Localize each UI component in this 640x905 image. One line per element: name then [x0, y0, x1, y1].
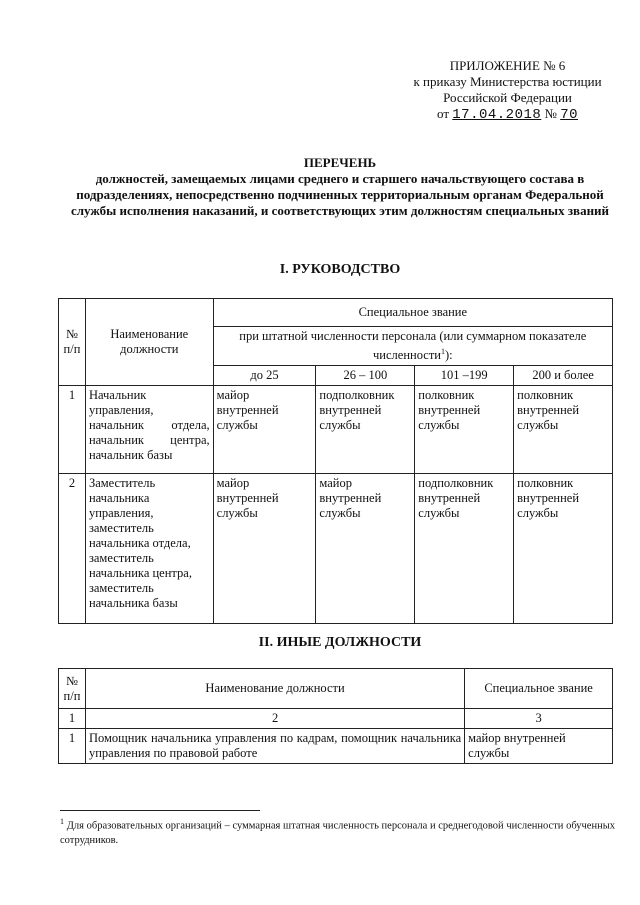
- document-heading: ПЕРЕЧЕНЬ: [303, 155, 377, 170]
- document-title: [60, 155, 620, 219]
- row-num: 2: [59, 474, 86, 624]
- number-prefix: №: [544, 106, 557, 121]
- appendix-ministry: Российской Федерации: [443, 90, 572, 105]
- row-rank: подполковник внутренней службы: [316, 386, 415, 474]
- order-date: 17.04.2018: [452, 107, 542, 123]
- section-1-title: I. РУКОВОДСТВО: [279, 262, 401, 277]
- footnote-ref: 1: [440, 347, 445, 356]
- row-position: Помощник начальника управления по кадрам, помощник начальника управления по правовой работе: [85, 729, 464, 764]
- index-cell: 2: [85, 709, 464, 729]
- leadership-table: [58, 298, 613, 624]
- range-header: 200 и более: [514, 366, 613, 386]
- footnote-separator: [60, 810, 260, 811]
- row-rank: майор внутренней службы: [213, 386, 316, 474]
- footnote-text: Для образовательных организаций – суммарная штатная численность персонала и среднегодовой численности обученных сотрудников.: [60, 820, 616, 846]
- range-header: 26 – 100: [316, 366, 415, 386]
- header-rank: Специальное звание: [465, 669, 613, 709]
- header-staff-count: при штатной численности персонала (или суммарном показателе численности$^1$):: [213, 327, 612, 366]
- appendix-number: ПРИЛОЖЕНИЕ № 6: [449, 58, 566, 73]
- table-row: [59, 729, 613, 764]
- table-row: [59, 474, 613, 624]
- table-row: [59, 386, 613, 474]
- row-num: 1: [59, 729, 86, 764]
- header-num: № п/п: [59, 669, 86, 709]
- other-positions-table: [58, 668, 613, 764]
- footnote: [60, 815, 615, 848]
- range-header: до 25: [213, 366, 316, 386]
- date-prefix: от: [437, 106, 450, 121]
- header-position: Наименование должности: [85, 299, 213, 386]
- range-header: 101 –199: [415, 366, 514, 386]
- row-rank: полковник внутренней службы: [514, 474, 613, 624]
- header-num: № п/п: [59, 299, 86, 386]
- row-rank: майор внутренней службы: [465, 729, 613, 764]
- document-subtitle: должностей, замещаемых лицами среднего и старшего начальствующего состава в подразделениях, непосредственно подчиненных территориальным органам Федеральной службы исполнения наказаний, и соответствующих этим должностям специальных званий: [70, 171, 610, 218]
- row-rank: подполковник внутренней службы: [415, 474, 514, 624]
- row-rank: полковник внутренней службы: [514, 386, 613, 474]
- header-position: Наименование должности: [85, 669, 464, 709]
- appendix-block: [400, 58, 615, 123]
- index-cell: 1: [59, 709, 86, 729]
- section-2-title: II. ИНЫЕ ДОЛЖНОСТИ: [258, 635, 422, 650]
- order-number: 70: [560, 107, 578, 123]
- row-rank: полковник внутренней службы: [415, 386, 514, 474]
- row-position: Заместитель начальника управления, заместитель начальника отдела, заместитель начальника центра, заместитель начальника базы: [85, 474, 213, 624]
- appendix-order-ref: к приказу Министерства юстиции: [413, 74, 602, 89]
- footnote-mark: 1: [60, 817, 64, 826]
- row-rank: майор внутренней службы: [316, 474, 415, 624]
- row-num: 1: [59, 386, 86, 474]
- row-rank: майор внутренней службы: [213, 474, 316, 624]
- row-position: Начальник управления, начальник отдела, начальник центра, начальник базы: [85, 386, 213, 474]
- index-cell: 3: [465, 709, 613, 729]
- appendix-date-line: [400, 106, 615, 123]
- header-rank: Специальное звание: [213, 299, 612, 327]
